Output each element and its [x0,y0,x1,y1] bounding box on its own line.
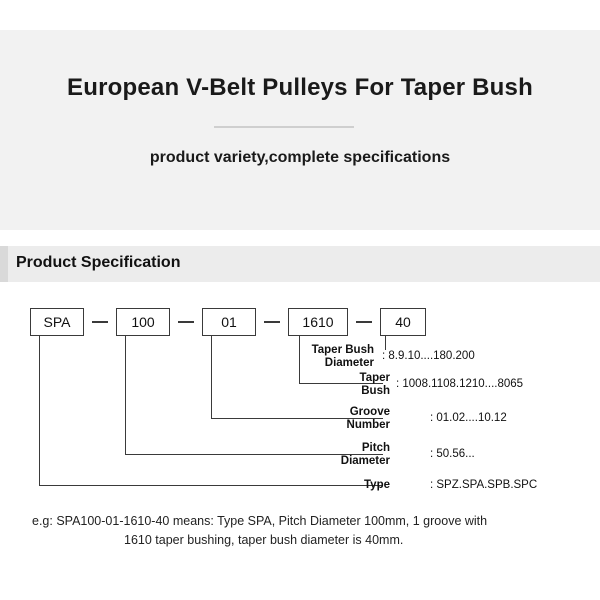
leader-line-taper-bush-diameter-vertical [385,336,386,350]
leader-line-groove-number-vertical [211,336,212,418]
page-subtitle: product variety,complete specifications [149,149,451,166]
code-box-type: SPA [30,308,84,336]
part-number-breakdown-diagram [12,290,588,580]
code-separator-1 [92,321,108,323]
example-note [32,512,572,550]
code-box-taper-bush-diameter: 40 [380,308,426,336]
callout-label-type: Type [364,479,390,491]
callout-label-groove-number: Groove Number [346,406,390,431]
section-title: Product Specification [16,254,181,271]
code-separator-4 [356,321,372,323]
callout-value-type: : SPZ.SPA.SPB.SPC [430,479,538,491]
callout-value-pitch-diameter: : 50.56... [430,448,475,460]
hero-band [0,30,600,230]
leader-line-type-vertical [39,336,40,485]
callout-value-groove-number: : 01.02....10.12 [430,412,507,424]
example-note-line1: e.g: SPA100-01-1610-40 means: Type SPA, Pitch Diameter 100mm, 1 groove with [32,514,488,528]
page-title: European V-Belt Pulleys For Taper Bush [67,74,533,101]
title-divider [214,126,354,128]
code-box-pitch-diameter: 100 [116,308,170,336]
callout-label-taper-bush: Taper Bush [359,372,390,397]
code-separator-3 [264,321,280,323]
callout-value-taper-bush: : 1008.1108.1210....8065 [396,378,524,390]
code-separator-2 [178,321,194,323]
callout-label-pitch-diameter: Pitch Diameter [340,442,390,467]
code-box-groove-number: 01 [202,308,256,336]
callout-value-taper-bush-diameter: : 8.9.10....180.200 [382,350,475,362]
code-box-taper-bush: 1610 [288,308,348,336]
section-accent-bar [0,246,8,282]
example-note-line2: 1610 taper bushing, taper bush diameter is 40mm. [124,533,404,547]
leader-line-pitch-diameter-vertical [125,336,126,454]
callout-label-taper-bush-diameter: Taper Bush Diameter [311,344,374,369]
